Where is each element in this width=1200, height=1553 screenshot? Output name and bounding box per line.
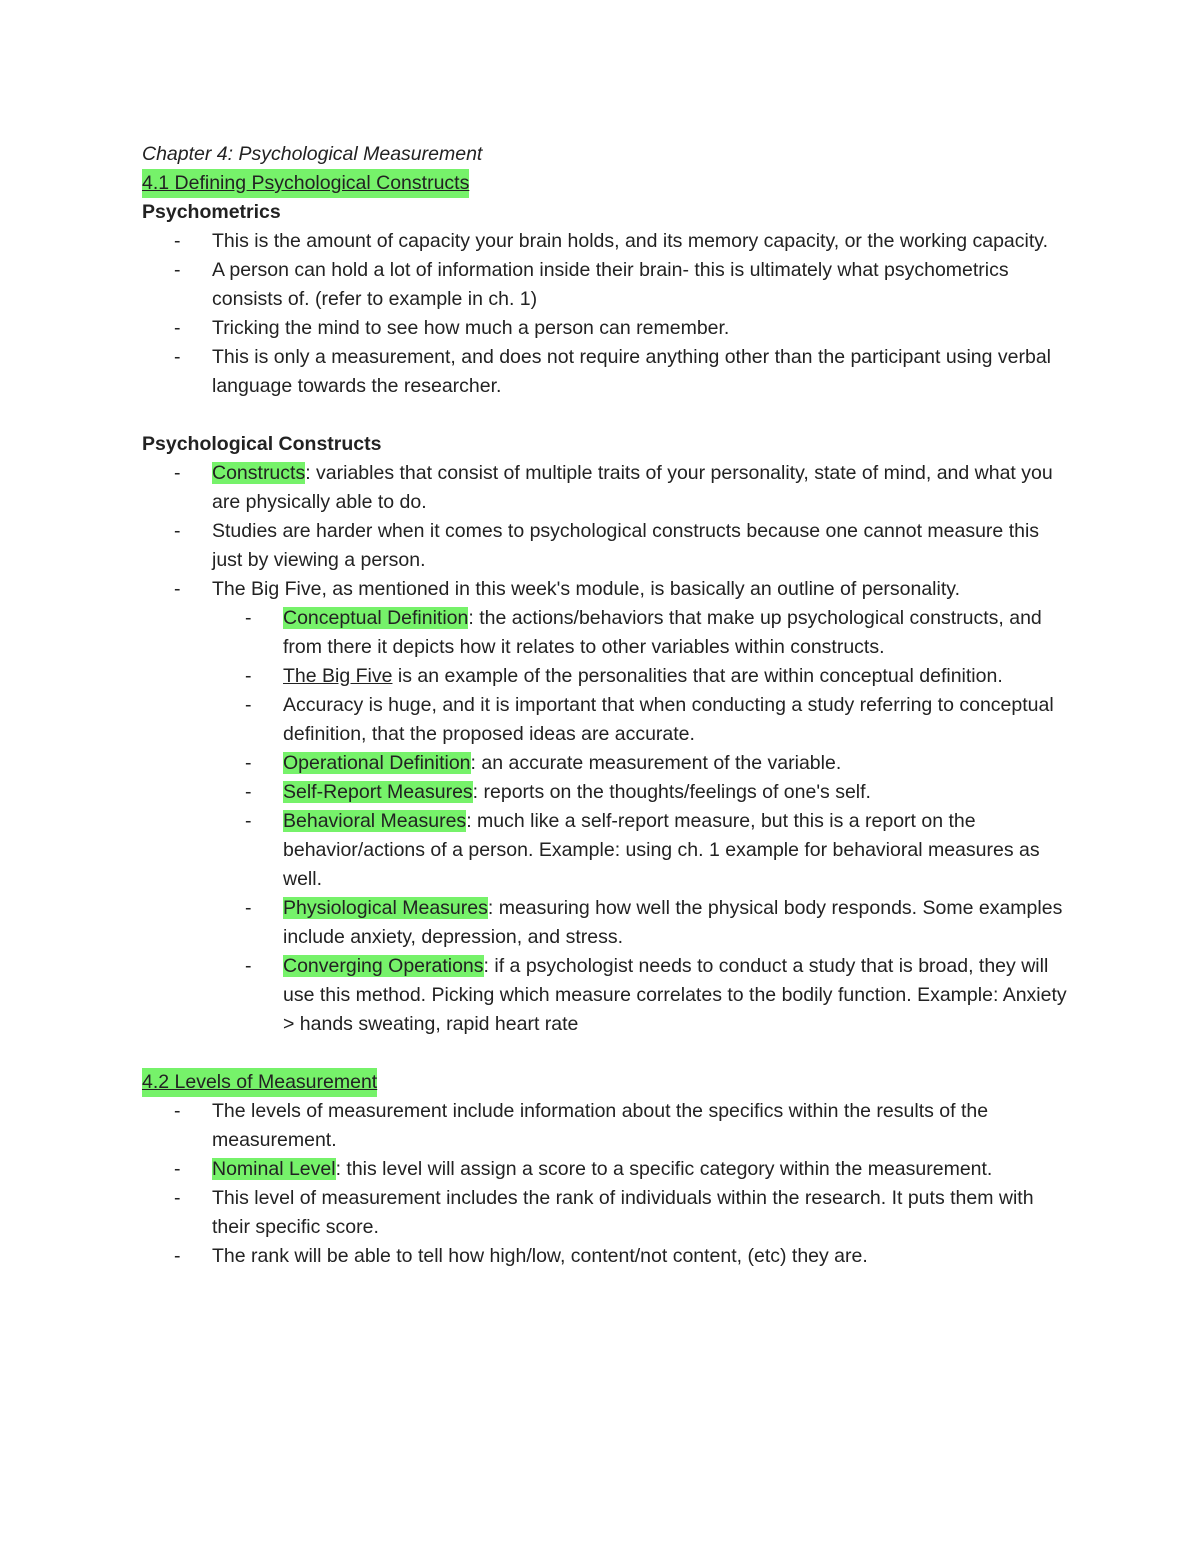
sub-list-item — [142, 749, 1072, 778]
bullet-dash: - — [174, 578, 181, 600]
definition-text: : an accurate measurement of the variable. — [470, 752, 842, 774]
list-item — [142, 1155, 1072, 1184]
term-behavioral-measures: Behavioral Measures — [283, 810, 467, 832]
sub-list-item — [142, 807, 1072, 894]
bullet-dash: - — [174, 259, 181, 281]
list-item — [142, 517, 1072, 575]
definition-text: : the actions/behaviors that make up psychological constructs, and from there it depicts how it relates to other variables within constructs. — [283, 607, 1042, 658]
list-item — [142, 314, 1072, 343]
list-item-text: This is the amount of capacity your brain holds, and its memory capacity, or the working capacity. — [212, 230, 1048, 252]
term-physiological-measures: Physiological Measures — [283, 897, 488, 919]
bullet-dash: - — [245, 810, 252, 832]
term-big-five: The Big Five — [283, 665, 393, 687]
term-converging-operations: Converging Operations — [283, 955, 484, 977]
bullet-dash: - — [245, 781, 252, 803]
list-item-text — [283, 952, 1072, 1039]
section-title-4-2: 4.2 Levels of Measurement — [142, 1068, 377, 1097]
list-item — [142, 575, 1072, 604]
list-item-text — [283, 749, 1072, 778]
list-item-text — [283, 894, 1072, 952]
list-item — [142, 1097, 1072, 1155]
sub-list-item — [142, 952, 1072, 1039]
list-item-text — [283, 807, 1072, 894]
bullet-dash: - — [245, 955, 252, 977]
section-title-4-1: 4.1 Defining Psychological Constructs — [142, 169, 469, 198]
list-item — [142, 227, 1072, 256]
psychometrics-heading: Psychometrics — [142, 201, 281, 223]
bullet-dash: - — [245, 694, 252, 716]
term-operational-definition: Operational Definition — [283, 752, 471, 774]
term-self-report-measures: Self-Report Measures — [283, 781, 473, 803]
bullet-dash: - — [174, 462, 181, 484]
bullet-dash: - — [174, 1187, 181, 1209]
bullet-dash: - — [245, 665, 252, 687]
sub-list-item — [142, 691, 1072, 749]
list-item-text: This is only a measurement, and does not require anything other than the participant using verbal language towards the researcher. — [212, 346, 1051, 397]
bullet-dash: - — [174, 1158, 181, 1180]
blank-line — [142, 401, 1072, 430]
bullet-dash: - — [174, 1100, 181, 1122]
definition-text: : reports on the thoughts/feelings of one's self. — [472, 781, 871, 803]
list-item-text: The Big Five, as mentioned in this week's module, is basically an outline of personality. — [212, 578, 960, 600]
definition-text: is an example of the personalities that are within conceptual definition. — [392, 665, 1003, 687]
sub-list-item — [142, 604, 1072, 662]
list-item-text: This level of measurement includes the rank of individuals within the research. It puts them with their specific score. — [212, 1187, 1034, 1238]
section-heading-4-1 — [142, 169, 1072, 198]
bullet-dash: - — [174, 346, 181, 368]
list-item-text: Studies are harder when it comes to psychological constructs because one cannot measure this just by viewing a person. — [212, 520, 1040, 571]
list-item — [142, 459, 1072, 517]
definition-text: : this level will assign a score to a specific category within the measurement. — [335, 1158, 993, 1180]
definition-text: : variables that consist of multiple traits of your personality, state of mind, and what you are physically able to do. — [212, 462, 1053, 513]
term-constructs: Constructs — [212, 462, 306, 484]
term-conceptual-definition: Conceptual Definition — [283, 607, 469, 629]
list-item-text: Accuracy is huge, and it is important that when conducting a study referring to conceptual definition, that the proposed ideas are accurate. — [283, 694, 1054, 745]
list-item-text — [212, 1155, 1072, 1184]
list-item-text — [283, 662, 1072, 691]
bullet-dash: - — [174, 520, 181, 542]
section-heading-4-2 — [142, 1068, 1072, 1097]
list-item-text: A person can hold a lot of information inside their brain- this is ultimately what psychometrics consists of. (refer to example in ch. 1) — [212, 259, 1009, 310]
list-item-text — [212, 459, 1072, 517]
definition-text: : if a psychologist needs to conduct a study that is broad, they will use this method. Picking which measure correlates to the bodily function. Example: Anxiety > hands sweating, rapid heart rate — [283, 955, 1067, 1035]
list-item-text: Tricking the mind to see how much a person can remember. — [212, 317, 730, 339]
bullet-dash: - — [245, 607, 252, 629]
list-item-text: The levels of measurement include information about the specifics within the results of the measurement. — [212, 1100, 989, 1151]
definition-text: : measuring how well the physical body responds. Some examples include anxiety, depression, and stress. — [283, 897, 1063, 948]
sub-list-item — [142, 778, 1072, 807]
list-item — [142, 343, 1072, 401]
bullet-dash: - — [245, 752, 252, 774]
list-item — [142, 256, 1072, 314]
list-item — [142, 1242, 1072, 1271]
bullet-dash: - — [245, 897, 252, 919]
list-item-text: The rank will be able to tell how high/low, content/not content, (etc) they are. — [212, 1245, 868, 1267]
sub-list-item — [142, 662, 1072, 691]
list-item-text — [283, 604, 1072, 662]
list-item-text — [283, 778, 1072, 807]
document-page — [142, 140, 1072, 1271]
bullet-dash: - — [174, 230, 181, 252]
list-item — [142, 1184, 1072, 1242]
sub-list-item — [142, 894, 1072, 952]
chapter-title: Chapter 4: Psychological Measurement — [142, 143, 483, 165]
bullet-dash: - — [174, 317, 181, 339]
bullet-dash: - — [174, 1245, 181, 1267]
constructs-heading: Psychological Constructs — [142, 433, 382, 455]
definition-text: : much like a self-report measure, but this is a report on the behavior/actions of a person. Example: using ch. 1 example for behavioral measures as well. — [283, 810, 1040, 890]
blank-line — [142, 1039, 1072, 1068]
term-nominal-level: Nominal Level — [212, 1158, 336, 1180]
